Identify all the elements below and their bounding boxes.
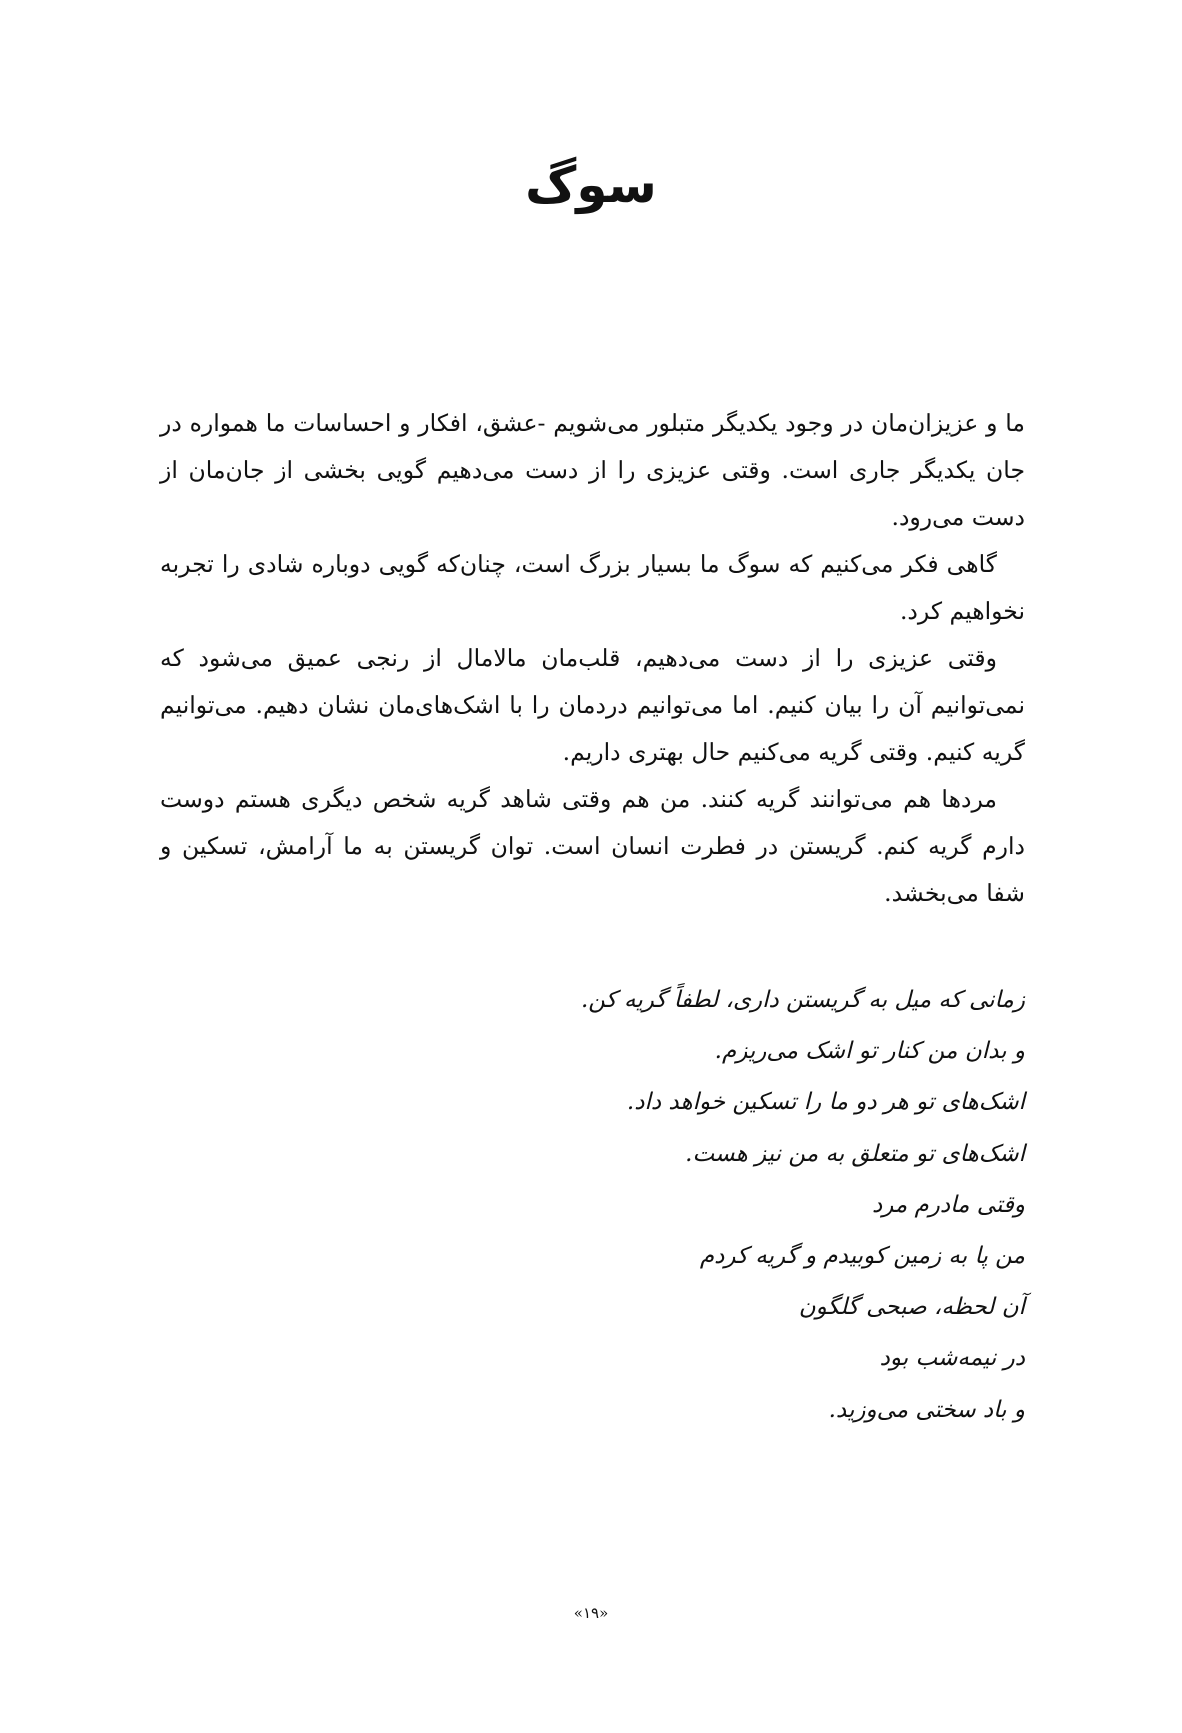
poem-line-4: اشک‌های تو متعلق به من نیز هست.: [685, 1140, 1025, 1167]
poem-line-6: من پا به زمین کوبیدم و گریه کردم: [699, 1243, 1025, 1270]
paragraph-3: وقتی عزیزی را از دست می‌دهیم، قلب‌مان مالامال از رنجی عمیق می‌شود که نمی‌توانیم آن را بیان کنیم. اما می‌توانیم دردمان را با اشک‌های‌مان نشان دهیم. می‌توانیم گریه کنیم. وقتی گریه می‌کنیم حال بهتری داریم.: [160, 644, 1025, 766]
poem-line-5: وقتی مادرم مرد: [871, 1191, 1025, 1218]
paragraph-2: گاهی فکر می‌کنیم که سوگ ما بسیار بزرگ است، چنان‌که گویی دوباره شادی را تجربه نخواهیم کرد.: [160, 550, 1025, 625]
poem-line-2: و بدان من کنار تو اشک می‌ریزم.: [714, 1038, 1025, 1065]
page-number: «۱۹»: [573, 1604, 609, 1622]
poem-line-3: اشک‌های تو هر دو ما را تسکین خواهد داد.: [626, 1089, 1025, 1116]
paragraph-1: ما و عزیزان‌مان در وجود یکدیگر متبلور می‌شویم -عشق، افکار و احساسات ما همواره در جان یکدیگر جاری است. وقتی عزیزی را از دست می‌دهیم گویی بخشی از جان‌مان از دست می‌رود.: [160, 409, 1025, 531]
poem-line-8: در نیمه‌شب بود: [879, 1345, 1025, 1372]
paragraph-4: مردها هم می‌توانند گریه کنند. من هم وقتی شاهد گریه شخص دیگری هستم دوست دارم گریه کنم. گریستن در فطرت انسان است. توان گریستن به ما آرامش، تسکین و شفا می‌بخشد.: [160, 785, 1025, 907]
body-text: [160, 400, 1025, 917]
chapter-title: سوگ: [525, 156, 657, 214]
poem-line-1: زمانی که میل به گریستن داری، لطفاً گریه کن.: [580, 987, 1025, 1013]
poem: [425, 975, 1025, 1436]
poem-line-9: و باد سختی می‌وزید.: [828, 1396, 1025, 1423]
poem-line-7: آن لحظه، صبحی گلگون: [798, 1294, 1025, 1321]
